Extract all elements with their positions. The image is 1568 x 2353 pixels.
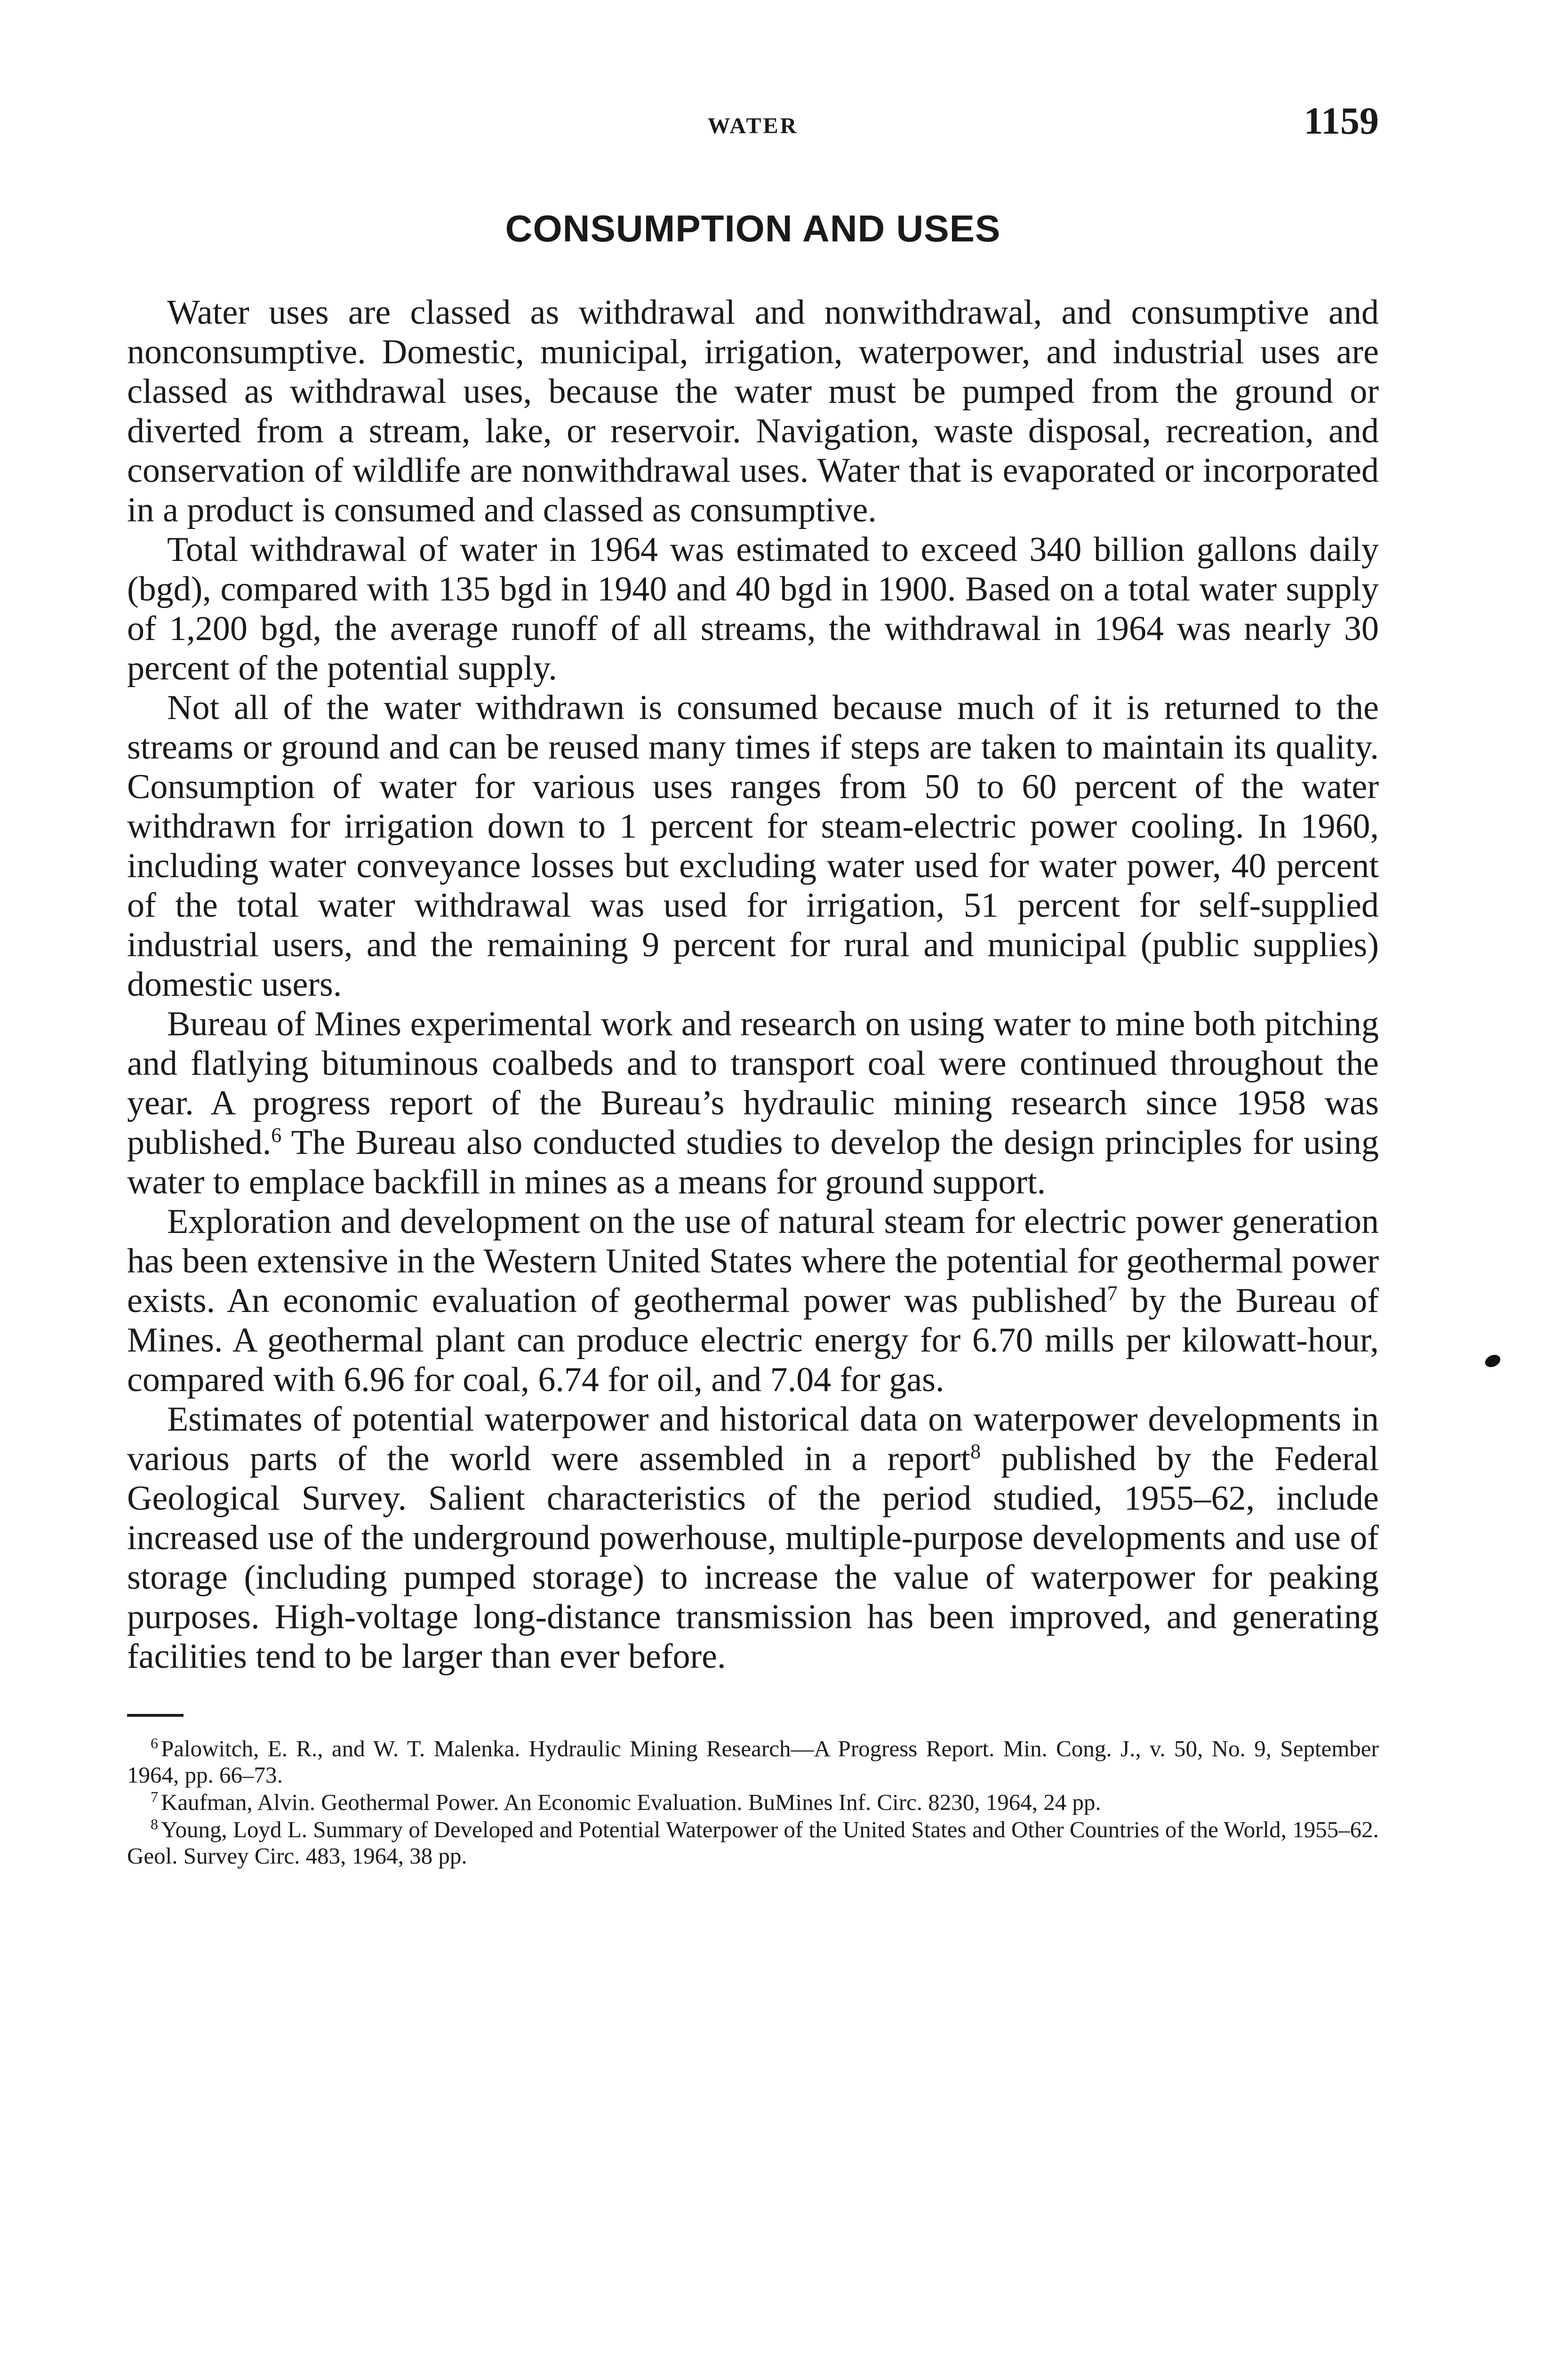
footnote-rule [127,1714,184,1717]
footnote-mark: 7 [151,1788,158,1805]
paragraph-water-uses: Water uses are classed as withdrawal and nonwithdrawal, and consumptive and nonconsumptive. Domestic, municipal, irrigation, waterpower, and industrial uses are classed as withdrawal uses, because the water must be pumped from the ground or diverted from a stream, lake, or reservoir. Navigation, waste disposal, recreation, and conservation of wildlife are nonwithdrawal uses. Water that is evaporated or incorporated in a product is consumed and classed as consumptive. [127,293,1379,529]
page-number: 1159 [1304,99,1379,142]
footnote-text: Palowitch, E. R., and W. T. Malenka. Hydraulic Mining Research—A Progress Report. Min. Cong. J., v. 50, No. 9, September 1964, pp. 66–73. [127,1736,1379,1788]
footnotes [127,1736,1379,1869]
page-header [127,99,1379,151]
footnote-mark: 6 [151,1734,158,1752]
paragraph-consumption: Not all of the water withdrawn is consumed because much of it is returned to the streams or ground and can be reused many times if steps are taken to maintain its quality. Consumption of water for various uses ranges from 50 to 60 percent of the water withdrawn for irrigation down to 1 percent for steam-electric power cooling. In 1960, including water conveyance losses but excluding water used for water power, 40 percent of the total water withdrawal was used for irrigation, 51 percent for self-supplied industrial users, and the remaining 9 percent for rural and municipal (public supplies) domestic users. [127,688,1379,1004]
paragraph-text: by the Bureau of Mines. A geothermal plant can produce electric energy for 6.70 mills per kilowatt-hour, compared with 6.96 for coal, 6.74 for oil, and 7.04 for gas. [127,1281,1379,1399]
paragraph-text: Bureau of Mines experimental work and research on using water to mine both pitching and flatlying bituminous coalbeds and to transport coal were continued throughout the year. A progress report of the Bureau’s hydraulic mining research since 1958 was published. [127,1005,1379,1162]
footnote-mark: 8 [151,1815,158,1833]
paragraph-text: Estimates of potential waterpower and historical data on waterpower developments in various parts of the world were assembled in a report [127,1400,1379,1478]
paragraph-text: The Bureau also conducted studies to develop the design principles for using water to emplace backfill in mines as a means for ground support. [127,1123,1379,1201]
paragraph-total-withdrawal: Total withdrawal of water in 1964 was estimated to exceed 340 billion gallons daily (bgd), compared with 135 bgd in 1940 and 40 bgd in 1900. Based on a total water supply of 1,200 bgd, the average runoff of all streams, the withdrawal in 1964 was nearly 30 percent of the potential supply. [127,530,1379,688]
footnote-reference: 6 [271,1123,282,1147]
document-page [127,99,1379,1870]
footnote [127,1789,1379,1816]
paragraph-text: published by the Federal Geological Survey. Salient characteristics of the period studied, 1955–62, include increased use of the underground powerhouse, multiple-purpose developments and use of storage (including pumped storage) to increase the value of waterpower for peaking purposes. High-voltage long-distance transmission has been improved, and generating facilities tend to be larger than ever before. [127,1440,1379,1676]
footnote-text: Young, Loyd L. Summary of Developed and Potential Waterpower of the United States and Other Countries of the World, 1955–62. Geol. Survey Circ. 483, 1964, 38 pp. [127,1817,1379,1869]
footnote [127,1736,1379,1788]
paragraph-geothermal [127,1202,1379,1400]
running-head: WATER [707,113,799,138]
body-text [127,293,1379,1676]
footnote-text: Kaufman, Alvin. Geothermal Power. An Economic Evaluation. BuMines Inf. Circ. 8230, 1964, 24 pp. [161,1789,1101,1815]
paragraph-hydraulic-mining [127,1004,1379,1202]
footnote-reference: 7 [1107,1281,1118,1305]
paragraph-text: Exploration and development on the use of natural steam for electric power generation has been extensive in the Western United States where the potential for geothermal power exists. An economic evaluation of geothermal power was published [127,1202,1379,1320]
section-title: CONSUMPTION AND USES [505,208,1001,249]
footnote-reference: 8 [970,1440,981,1463]
margin-mark [1483,1353,1503,1369]
paragraph-waterpower [127,1400,1379,1676]
footnote [127,1817,1379,1869]
